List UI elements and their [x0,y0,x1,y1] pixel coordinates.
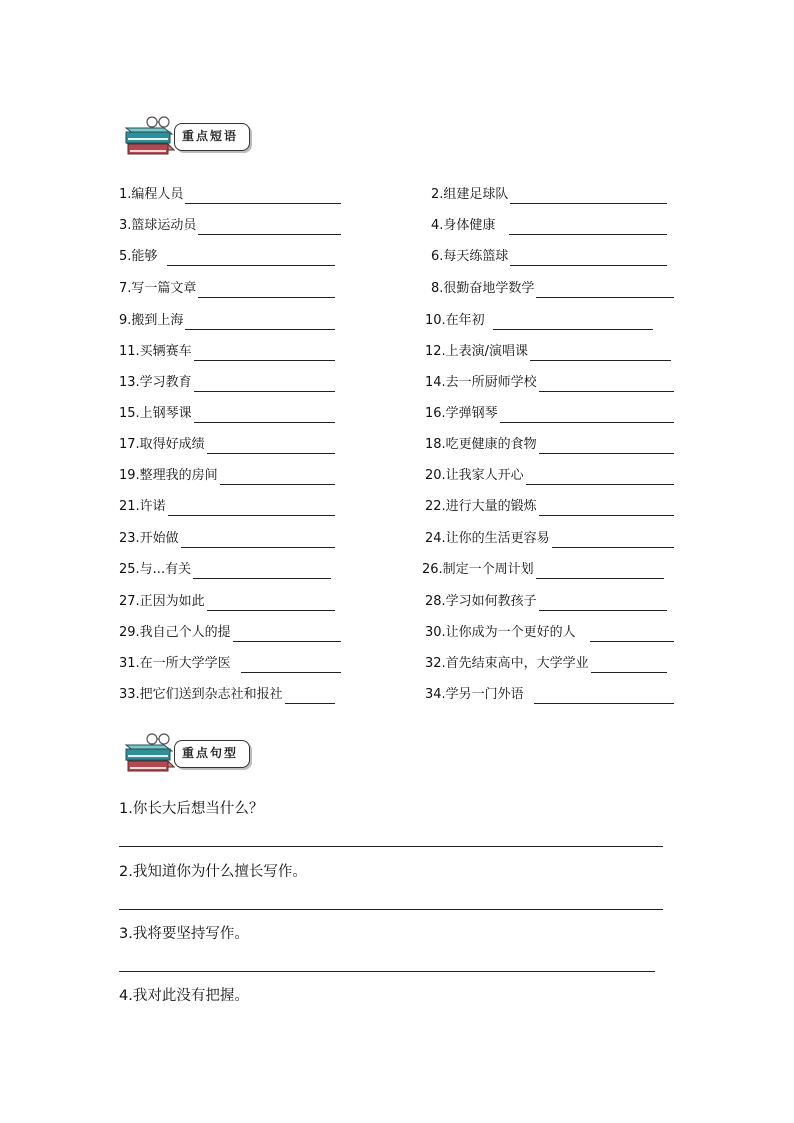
answer-blank[interactable] [590,627,674,642]
answer-blank[interactable] [207,439,335,454]
answer-blank[interactable] [500,408,674,423]
answer-blank[interactable] [220,470,335,485]
phrase-item: 25.与...有关 [119,561,331,579]
answer-blank[interactable] [167,251,335,266]
books-icon [122,731,182,777]
answer-blank[interactable] [198,220,341,235]
answer-blank[interactable] [194,377,335,392]
phrase-item: 10.在年初 [425,312,653,330]
sentence-item: 1.你长大后想当什么？ [119,801,264,817]
answer-blank[interactable] [233,627,341,642]
phrase-item: 7.写一篇文章 [119,280,335,298]
sentence-item: 3.我将要坚持写作。 [119,926,249,942]
phrase-item: 5.能够 [119,248,335,266]
phrase-item: 26.制定一个周计划 [422,561,664,579]
phrase-item: 9.搬到上海 [119,312,335,330]
answer-blank[interactable] [591,658,667,673]
answer-blank[interactable] [530,346,671,361]
answer-line[interactable] [119,909,663,910]
answer-blank[interactable] [193,564,331,579]
section-title-sentences: 重点句型 [182,746,239,760]
answer-blank[interactable] [539,439,674,454]
phrase-item: 8.很勤奋地学数学 [431,280,674,298]
answer-blank[interactable] [536,564,664,579]
phrase-item: 34.学另一门外语 [425,686,674,704]
section-title-phrases: 重点短语 [182,129,239,143]
phrase-item: 18.吃更健康的食物 [425,436,674,454]
phrase-item: 2.组建足球队 [431,186,667,204]
phrase-item: 11.买辆赛车 [119,343,335,361]
answer-blank[interactable] [194,346,335,361]
answer-blank[interactable] [185,315,335,330]
phrase-item: 23.开始做 [119,530,335,548]
phrase-item: 20.让我家人开心 [425,467,674,485]
answer-blank[interactable] [539,501,674,516]
answer-blank[interactable] [539,377,674,392]
phrase-item: 1.编程人员 [119,186,341,204]
phrase-item: 3.篮球运动员 [119,217,341,235]
phrase-item: 14.去一所厨师学校 [425,374,674,392]
phrase-item: 13.学习教育 [119,374,335,392]
phrase-item: 12.上表演/演唱课 [425,343,671,361]
sentence-item: 2.我知道你为什么擅长写作。 [119,864,307,880]
answer-line[interactable] [119,846,663,847]
phrase-item: 4.身体健康 [431,217,667,235]
answer-blank[interactable] [510,189,667,204]
answer-blank[interactable] [509,220,667,235]
phrase-item: 31.在一所大学学医 [119,655,341,673]
answer-blank[interactable] [181,533,335,548]
answer-blank[interactable] [207,596,335,611]
phrase-item: 32.首先结束高中，大学学业 [425,655,667,673]
phrase-item: 29.我自己个人的提 [119,624,341,642]
phrase-item: 6.每天练篮球 [431,248,667,266]
phrase-item: 21.许诺 [119,498,335,516]
answer-blank[interactable] [536,283,674,298]
phrase-item: 30.让你成为一个更好的人 [425,624,674,642]
answer-blank[interactable] [552,533,674,548]
phrase-item: 17.取得好成绩 [119,436,335,454]
sentence-item: 4.我对此没有把握。 [119,988,249,1004]
answer-blank[interactable] [526,470,674,485]
answer-line[interactable] [119,971,655,972]
phrase-item: 22.进行大量的锻炼 [425,498,674,516]
answer-blank[interactable] [493,315,653,330]
section-badge-phrases [122,114,256,160]
phrase-item: 15.上钢琴课 [119,405,335,423]
phrase-item: 27.正因为如此 [119,593,335,611]
answer-blank[interactable] [285,689,335,704]
phrase-item: 16.学弹钢琴 [425,405,674,423]
phrase-item: 28.学习如何教孩子 [425,593,667,611]
answer-blank[interactable] [194,408,335,423]
answer-blank[interactable] [241,658,341,673]
answer-blank[interactable] [168,501,335,516]
phrase-item: 19.整理我的房间 [119,467,335,485]
phrase-item: 24.让你的生活更容易 [425,530,674,548]
answer-blank[interactable] [510,251,667,266]
answer-blank[interactable] [539,596,667,611]
books-icon [122,114,182,160]
section-badge-sentences [122,731,256,777]
answer-blank[interactable] [198,283,335,298]
answer-blank[interactable] [185,189,341,204]
answer-blank[interactable] [534,689,674,704]
phrase-item: 33.把它们送到杂志社和报社 [119,686,335,704]
